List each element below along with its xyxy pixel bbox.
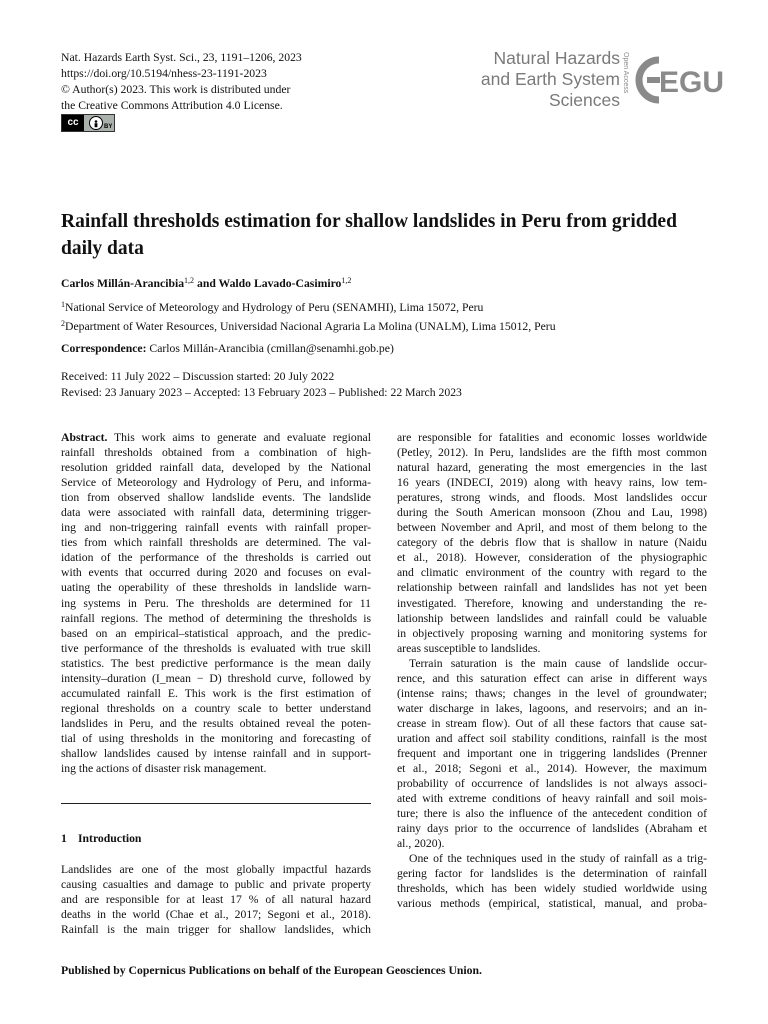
body-line: ated with extreme conditions of heavy rainfall and soil mois- — [397, 792, 707, 806]
body-line: peratures, strong winds, and floods. Most landslides occur — [397, 491, 707, 505]
body-line: uration and affect soil stability conditions, rainfall is the most — [397, 731, 707, 745]
author-affiliation-mark: 1,2 — [341, 276, 352, 285]
abstract-line: tion from observed shallow landslide events. The landslide — [61, 491, 371, 505]
body-line: between November and April, and most of them belong to the — [397, 521, 707, 535]
body-line: areas susceptible to landslides. — [397, 641, 541, 655]
by-label: BY — [104, 124, 113, 130]
abstract-line: ing and non-triggering rainfall events with rainfall proper- — [61, 521, 371, 535]
author-list — [61, 276, 351, 290]
body-line: category of the debris flow that is shallow in nature (Naidu — [397, 536, 707, 550]
abstract-line: rainfall thresholds obtained from a combination of high- — [61, 446, 371, 460]
body-line: lationship between landslides and rainfall could be valuable — [397, 611, 707, 625]
affiliation-list — [61, 297, 556, 335]
body-line: natural hazard, generating the most emergencies in the last — [397, 461, 707, 475]
abstract-line: ties from which rainfall thresholds are determined. The val- — [61, 536, 371, 550]
body-line: ture; there is also the influence of the antecedent condition of — [397, 807, 707, 821]
publisher-footer: Published by Copernicus Publications on behalf of the European Geosciences Union. — [61, 964, 482, 977]
abstract-line: shallow landslides caused by intense rainfall and in support- — [61, 746, 371, 760]
body-line: al., 2020). — [397, 837, 445, 851]
affiliation-text: National Service of Meteorology and Hydrology of Peru (SENAMHI), Lima 15072, Peru — [65, 301, 484, 314]
copyright-line: © Author(s) 2023. This work is distributed under — [61, 83, 291, 96]
abstract-line: with events that occurred during 2020 and focuses on eval- — [61, 566, 371, 580]
right-column-body — [397, 430, 707, 912]
body-line: et al., 2018). However, consideration of the physiographic — [397, 551, 707, 565]
body-line: are responsible for fatalities and economic losses worldwide — [397, 431, 707, 444]
affiliation — [61, 316, 556, 335]
correspondence — [61, 342, 394, 355]
body-line: Rainfall is the main trigger for shallow landslides, which — [61, 923, 371, 937]
author-name: Waldo Lavado-Casimiro — [218, 277, 342, 290]
body-line: Landslides are one of the most globally impactful hazards — [61, 863, 371, 876]
journal-name-line-1: Natural Hazards — [493, 48, 620, 68]
body-line: probability of occurrence of landslides is not always associ- — [397, 777, 707, 791]
body-line: rence, and this saturation effect can arise in different ways — [397, 671, 707, 685]
abstract-line: rainfall regions. The method of determining the thresholds is — [61, 611, 371, 625]
abstract-line: data were associated with rainfall data, determining trigger- — [61, 506, 371, 520]
abstract-line: idation of the performance of the thresholds is carried out — [61, 551, 371, 565]
attribution-person-icon — [89, 116, 103, 130]
body-line: et al., 2018; Segoni et al., 2014). However, the maximum — [397, 762, 707, 776]
dates-line: Revised: 23 January 2023 – Accepted: 13 February 2023 – Published: 22 March 2023 — [61, 386, 462, 399]
journal-name-line-2: and Earth System — [480, 69, 620, 89]
affiliation-number: 2 — [61, 319, 65, 328]
author-affiliation-mark: 1,2 — [184, 276, 195, 285]
author-name: Carlos Millán-Arancibia — [61, 277, 185, 290]
abstract-line: landslides in Peru, and the results obtained reveal the poten- — [61, 716, 371, 730]
body-line: and are responsible for at least 17 % of all natural hazard — [61, 893, 371, 907]
abstract-divider — [61, 803, 371, 804]
section-number: 1 — [61, 832, 67, 845]
body-line: crease in stream flow). Out of all these factors that cause sat- — [397, 716, 707, 730]
body-line: during the South American monsoon (Zhou and Lau, 1998) — [397, 506, 707, 520]
abstract-line: uating the operability of these thresholds in landslide warn- — [61, 581, 371, 595]
egu-logo-icon — [633, 52, 725, 108]
body-line: gering factor for landslides is the determination of rainfall — [397, 867, 707, 881]
body-line-text: Terrain saturation is the main cause of landslide occur- — [409, 656, 707, 670]
open-access-label: Open Access — [622, 52, 629, 94]
abstract-line: based on an empirical–statistical approach, and the predic- — [61, 626, 371, 640]
body-line: (Petley, 2012). In Peru, landslides are the fifth most common — [397, 446, 707, 460]
affiliation-number: 1 — [61, 300, 65, 309]
body-line: in objectively proposing warning and monitoring systems for — [397, 626, 707, 640]
citation-line: Nat. Hazards Earth Syst. Sci., 23, 1191–1206, 2023 — [61, 51, 302, 64]
abstract-line: ing the actions of disaster risk management. — [61, 762, 267, 776]
abstract-line: statistics. The best predictive performance is the mean daily — [61, 656, 371, 670]
journal-name-line-3: Sciences — [548, 90, 620, 110]
body-line: various methods (empirical, statistical, manual, and proba- — [397, 897, 707, 911]
egu-logo-text: EGU — [659, 66, 725, 99]
body-line: deaths in the world (Chae et al., 2017; Segoni et al., 2018). — [61, 908, 371, 922]
abstract-line — [61, 430, 371, 445]
dates-line: Received: 11 July 2022 – Discussion started: 20 July 2022 — [61, 370, 335, 383]
author-conjunction: and — [196, 277, 216, 290]
body-line — [397, 851, 707, 866]
paper-title: Rainfall thresholds estimation for shallow landslides in Peru from gridded daily data — [61, 211, 677, 259]
abstract-line: Service of Meteorology and Hydrology of Peru, and informa- — [61, 476, 371, 490]
section-title: Introduction — [78, 832, 142, 845]
doi-link[interactable]: https://doi.org/10.5194/nhess-23-1191-2023 — [61, 67, 267, 80]
abstract-line: regional thresholds on a country scale to better understand — [61, 701, 371, 715]
body-line: investigated. Therefore, knowing and understanding the re- — [397, 596, 707, 610]
body-line-text: One of the techniques used in the study of rainfall as a trig- — [409, 852, 707, 866]
body-line: water discharge in lakes, lagoons, and reservoirs; and an in- — [397, 701, 707, 715]
abstract-line: tive performance of the thresholds is evaluated with true skill — [61, 641, 371, 655]
journal-logo-text — [440, 48, 620, 111]
abstract-line-text: This work aims to generate and evaluate regional — [113, 431, 371, 444]
body-line: and climatic environment of the country with regard to the — [397, 566, 707, 580]
citation-block — [61, 50, 391, 114]
cc-by-license-icon[interactable] — [61, 114, 115, 132]
correspondence-email[interactable]: Carlos Millán-Arancibia (cmillan@senamhi.gob.pe) — [149, 342, 394, 355]
publication-dates — [61, 369, 462, 401]
affiliation — [61, 297, 556, 316]
license-line: the Creative Commons Attribution 4.0 License. — [61, 99, 283, 112]
abstract-line: intensity–duration (I_mean − D) threshold curve, followed by — [61, 671, 371, 685]
body-line: 16 years (INDECI, 2019) along with heavy rains, low tem- — [397, 476, 707, 490]
abstract-line: ing systems in Peru. The thresholds are determined for 11 — [61, 596, 371, 610]
affiliation-text: Department of Water Resources, Universidad Nacional Agraria La Molina (UNALM), Lima 15012, Peru — [65, 320, 556, 333]
correspondence-label: Correspondence: — [61, 342, 147, 355]
body-line — [397, 656, 707, 671]
body-line: frequent and important one in triggering landslides (Prenner — [397, 746, 707, 760]
body-line: causing casualties and damage to public and private property — [61, 878, 371, 892]
abstract-line: tial of using thresholds in the monitoring and forecasting of — [61, 731, 371, 745]
body-line: rainy days prior to the occurrence of landslides (Abraham et — [397, 822, 707, 836]
section-heading — [61, 832, 141, 845]
abstract-label: Abstract. — [61, 431, 108, 444]
body-line: thresholds, which has been widely studied worldwide using — [397, 882, 707, 896]
abstract-line: resolution gridded rainfall data, developed by the National — [61, 461, 371, 475]
abstract — [61, 430, 371, 776]
abstract-line: accumulated rainfall E. This work is the first estimation of — [61, 686, 371, 700]
body-line: (intense rains; thaws; changes in the level of groundwater; — [397, 686, 707, 700]
cc-label: cc — [62, 115, 84, 131]
introduction-paragraph — [61, 862, 371, 937]
body-line: relationship between rainfall and landslides has not yet been — [397, 581, 707, 595]
